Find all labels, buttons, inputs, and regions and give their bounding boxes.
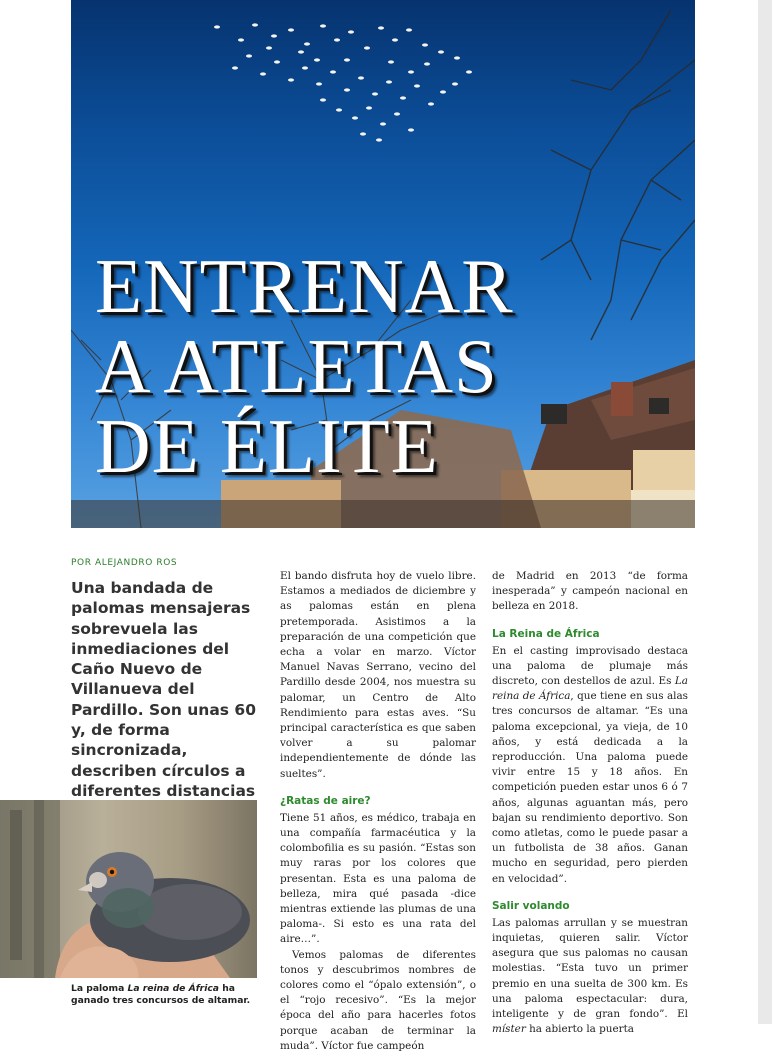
tree-branches-right [541, 10, 695, 340]
headline-line-1: ENTRENAR [95, 243, 514, 329]
col1-subheading: ¿Ratas de aire? [280, 794, 371, 807]
hero-photo [71, 0, 695, 528]
col2-paragraph-1: de Madrid en 2013 “de forma inesperada” y campeón nacional en belleza en 2018. [492, 570, 688, 613]
col2-p2-part-b: , que tiene en sus alas tres concursos de altamar. “Es una paloma excepcional, ya vieja, de 10 años, y está dedicada a la reproducción. Una paloma puede vivir entre 15 y 18 años. En competición pueden estar unos 6 ó 7 años, algunas aguantan más, pero bajan su rendimiento deportivo. Son como atletas, como le puede pasar a un futbolista de 38 años. Ganan mucho en seguridad, pero pierden en velocidad”. [492, 690, 688, 885]
pigeon-illustration [0, 800, 257, 978]
headline-line-2: A ATLETAS [95, 323, 498, 409]
col1-paragraph-3: Vemos palomas de diferentes tonos y descubrimos nombres de colores como el “ópalo extensión”, o el “rojo recesivo”. “Es la mejor época del año para hacerles fotos porque acaban de terminar la muda”. Víctor fue campeón [280, 948, 476, 1052]
col2-paragraph-3 [492, 916, 688, 1038]
intro-lead: Una bandada de palomas mensajeras sobrevuela las inmediaciones del Caño Nuevo de Villanueva del Pardillo. Son unas 60 y, de forma sincronizada, describen círculos a diferentes distancias [71, 579, 256, 800]
col2-p3-italic: míster [492, 1023, 526, 1036]
dormer-window [541, 404, 567, 424]
house-wall [633, 450, 695, 490]
byline: POR ALEJANDRO ROS [71, 558, 178, 568]
headline-line-3: DE ÉLITE [95, 403, 439, 489]
pigeon-flock [214, 23, 472, 141]
col2-paragraph-2 [492, 644, 688, 887]
ground-shadow [71, 500, 695, 528]
col1-paragraph-2: Tiene 51 años, es médico, trabaja en una compañía farmacéutica y la colombofilia es su pasión. “Estas son muy raras por los colores que presentan. Esta es una paloma de belleza, mira qué pasada -dice mientras extiende las plumas de una paloma-. Si esto es una rata del aire…”. [280, 811, 476, 946]
photo-caption [71, 983, 257, 1006]
headline [95, 243, 514, 489]
dormer-window-2 [649, 398, 669, 414]
page-edge [758, 0, 772, 1024]
article-column-1 [280, 569, 476, 1054]
caption-suffix: ha ganado tres concursos de altamar. [71, 983, 251, 1006]
chimney [611, 382, 633, 416]
pigeon-photo [0, 800, 257, 978]
col2-p3-part-b: ha abierto la puerta [525, 1023, 634, 1036]
caption-italic: La reina de África [127, 983, 220, 994]
col2-subheading-2: Salir volando [492, 899, 570, 912]
col2-p2-part-a: En el casting improvisado destaca una paloma de plumaje más discreto, con destellos de azul. Es [492, 644, 688, 688]
col2-subheading-1: La Reina de África [492, 627, 600, 640]
pigeon-beak [78, 882, 92, 892]
col2-p2-italic: La reina de África [492, 675, 688, 703]
caption-prefix: La paloma [71, 983, 128, 994]
col2-p3-part-a: Las palomas arrullan y se muestran inquietas, quieren salir. Víctor asegura que sus palomas no causan molestias. “Esta tuvo un primer premio en una suelta de 300 km. Es una paloma espectacular: dura, inteligente y de gran fondo”. El [492, 916, 688, 1021]
col1-paragraph-1: El bando disfruta hoy de vuelo libre. Estamos a mediados de diciembre y as palomas están en plena pretemporada. Asistimos a la preparación de una competición que echa a volar en marzo. Víctor Manuel Navas Serrano, vecino del Pardillo desde 2004, nos muestra su palomar, un Centro de Alto Rendimiento para estas aves. “Su principal característica es que saben volver a su palomar independientemente de dónde las sueltes”. [280, 570, 476, 780]
article-column-2 [492, 569, 688, 1037]
